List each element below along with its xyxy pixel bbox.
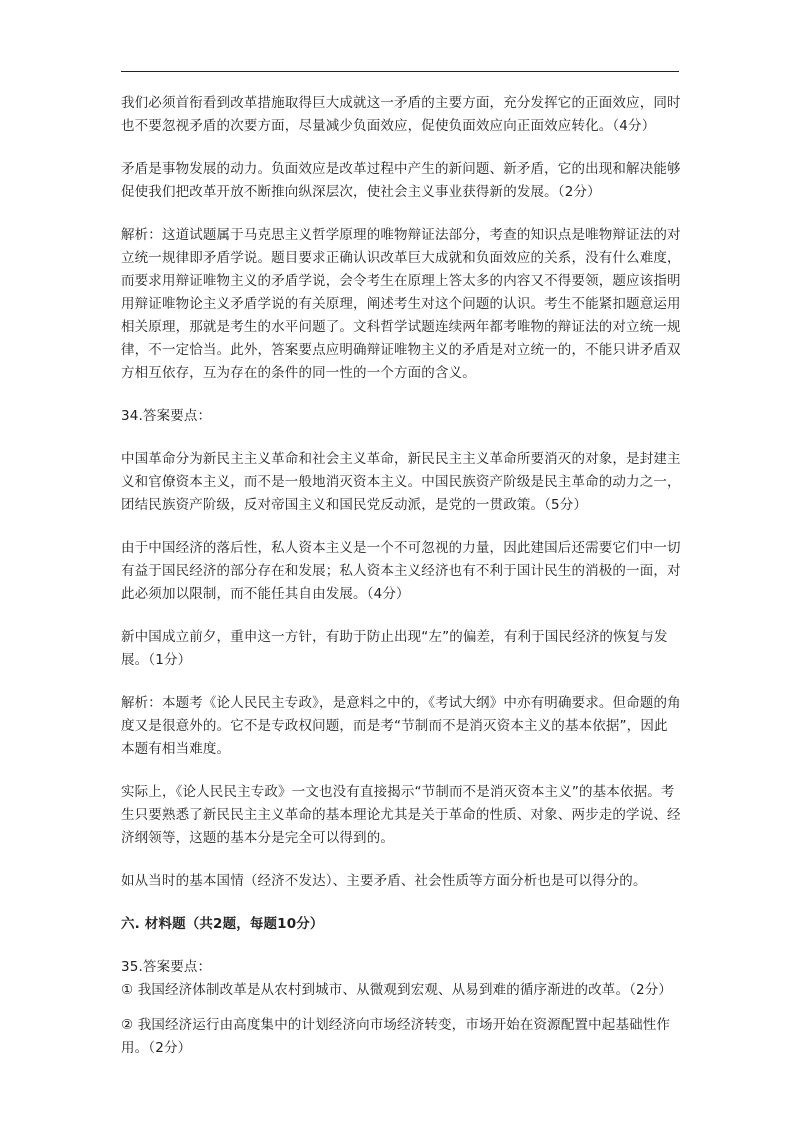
paragraph-answer-1: 我们必须首衔看到改革措施取得巨大成就这一矛盾的主要方面，充分发挥它的正面效应，同时也不要忽视矛盾的次要方面，尽量减少负面效应，促使负面效应向正面效应转化。（4分） (121, 95, 681, 134)
paragraph-answer-2: 矛盾是事物发展的动力。负面效应是改革过程中产生的新问题、新矛盾，它的出现和解决能够促使我们把改革开放不断推向纵深层次，使社会主义事业获得新的发展。（2分） (121, 161, 681, 200)
header-rule (121, 71, 679, 72)
answer-35-point-1: ① 我国经济体制改革是从农村到城市、从微观到宏观、从易到难的循序渐进的改革。（2分） (121, 982, 673, 998)
paragraph-analysis-33: 解析：这道试题属于马克思主义哲学原理的唯物辩证法部分，考查的知识点是唯物辩证法的对立统一规律即矛盾学说。题目要求正确认识改革巨大成就和负面效应的关系，没有什么难度，而要求用辩证唯物主义的矛盾学说，会令考生在原理上答太多的内容又不得要领，题应该指明用辩证唯物论主义矛盾学说的有关原理，阐述考生对这个问题的认识。考生不能紧扣题意运用相关原理，那就是考生的水平问题了。文科哲学试题连续两年都考唯物的辩证法的对立统一规律，不一定恰当。此外，答案要点应明确辩证唯物主义的矛盾是对立统一的，不能只讲矛盾双方相互依存，互为存在的条件的同一性的一个方面的含义。 (121, 227, 681, 381)
paragraph-answer-34-2: 由于中国经济的落后性，私人资本主义是一个不可忽视的力量，因此建国后还需要它们中一切有益于国民经济的部分存在和发展；私人资本主义经济也有不利于国计民生的消极的一面，对此必须加以限制，而不能任其自由发展。（4分） (121, 540, 681, 602)
question-35-heading: 35.答案要点： (121, 959, 212, 975)
document-body (121, 92, 681, 1060)
paragraph-answer-34-3: 新中国成立前夕，重申这一方针，有助于防止出现“左”的偏差，有利于国民经济的恢复与发展。（1分） (121, 629, 668, 668)
paragraph-analysis-34-2: 实际上，《论人民民主专政》一文也没有直接揭示“节制而不是消灭资本主义”的基本依据。考生只要熟悉了新民民主主义革命的基本理论尤其是关于革命的性质、对象、两步走的学说、经济纲领等，这题的基本分是完全可以得到的。 (121, 784, 681, 846)
paragraph-analysis-34-3: 如从当时的基本国情（经济不发达）、主要矛盾、社会性质等方面分析也是可以得分的。 (121, 873, 647, 889)
paragraph-answer-34-1: 中国革命分为新民主主义革命和社会主义革命，新民民主主义革命所要消灭的对象，是封建主义和官僚资本主义，而不是一般地消灭资本主义。中国民族资产阶级是民主革命的动力之一，团结民族资产阶级，反对帝国主义和国民党反动派，是党的一贯政策。（5分） (121, 451, 681, 513)
answer-35-point-2: ② 我国经济运行由高度集中的计划经济向市场经济转变，市场开始在资源配置中起基础性作用。（2分） (121, 1017, 671, 1056)
paragraph-analysis-34-1: 解析：本题考《论人民民主专政》，是意料之中的，《考试大纲》中亦有明确要求。但命题的角度又是很意外的。它不是专政权问题，而是考“节制而不是消灭资本主义的基本依据”，因此本题有相当难度。 (121, 695, 681, 757)
question-34-heading: 34.答案要点： (121, 408, 212, 424)
section-heading-materials: 六. 材料题（共2题，每题10分） (121, 916, 324, 932)
